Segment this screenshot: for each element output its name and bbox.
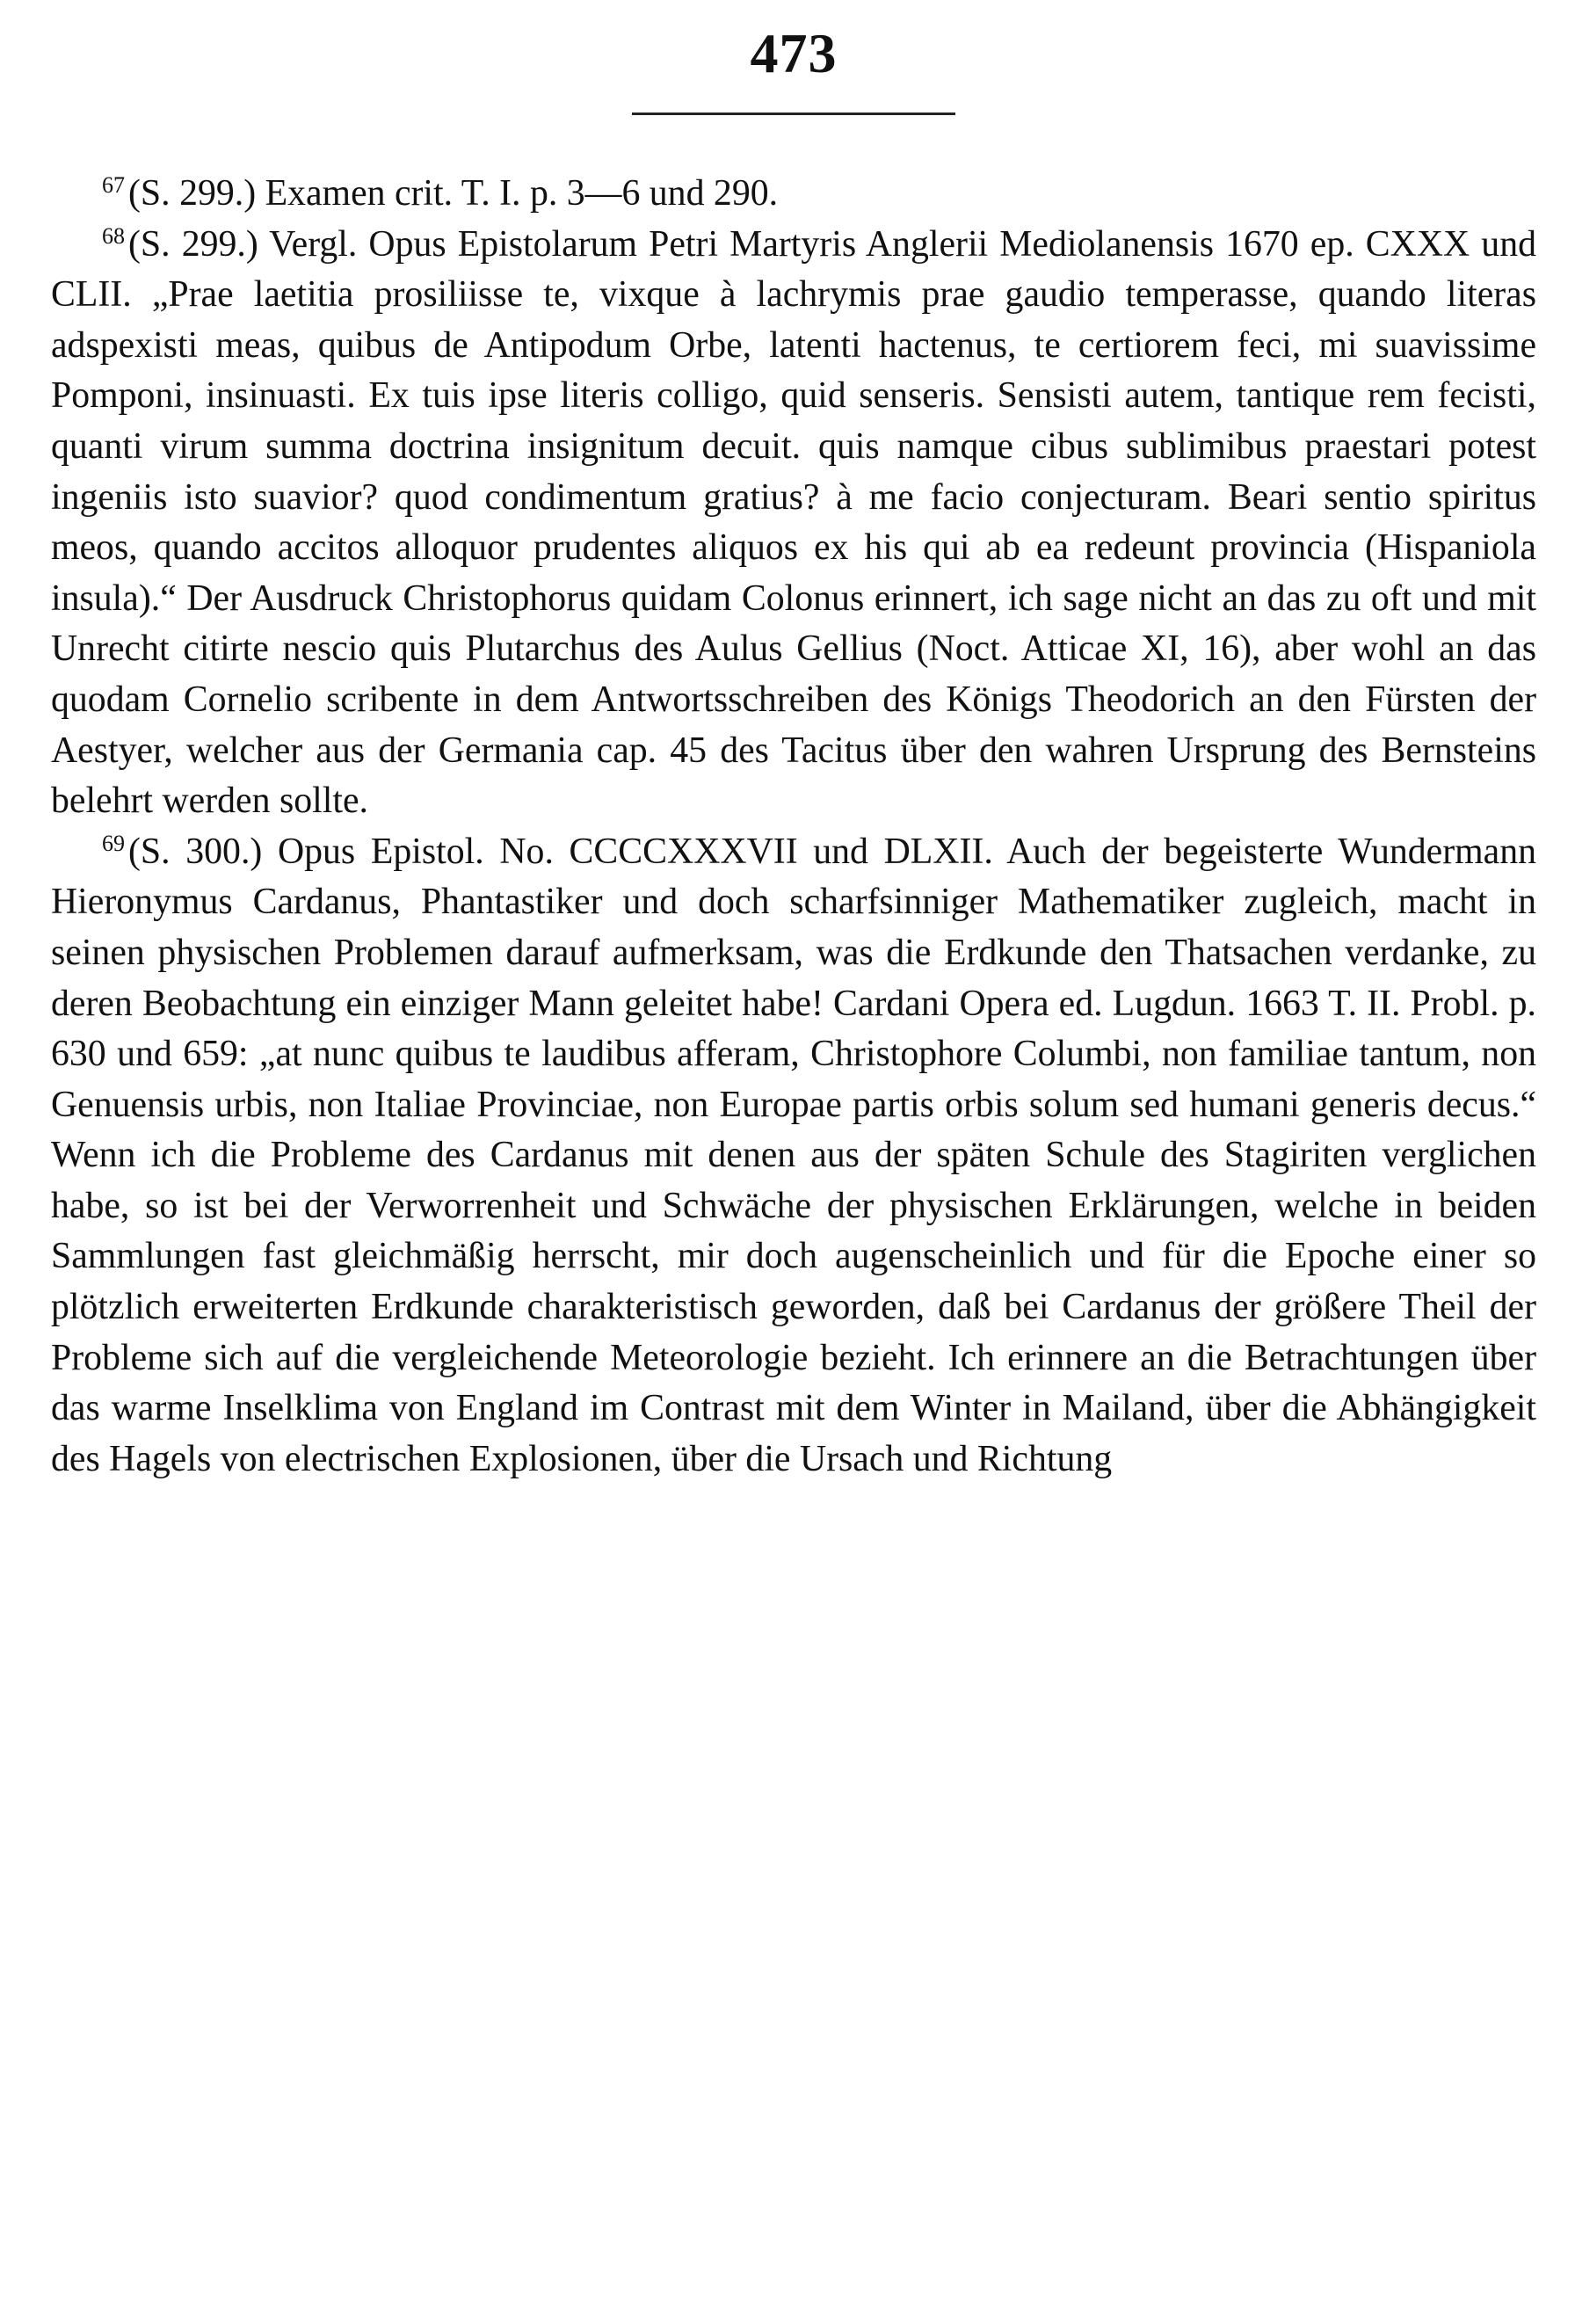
header-rule: [632, 113, 955, 115]
footnote-text: (S. 299.) Examen crit. T. I. p. 3—6 und 290.: [128, 173, 779, 214]
book-page: [51, 0, 1536, 2324]
footnotes: [51, 169, 1536, 1485]
footnote-marker: 69: [102, 830, 125, 856]
footnote-text: (S. 299.) Vergl. Opus Epistolarum Petri Martyris Anglerii Mediolanensis 1670 ep. CXXX und CLII. „Prae laetitia prosiliisse te, vixque à lachrymis prae gaudio temperasse, quando literas adspexisti meas, quibus de Antipodum Orbe, latenti hactenus, te certiorem feci, mi suavissime Pomponi, insinuasti. Ex tuis ipse literis colligo, quid senseris. Sensisti autem, tantique rem fecisti, quanti virum summa doctrina insignitum decuit. quis namque cibus sublimibus praestari potest ingeniis isto suavior? quod condimentum gratius? à me facio conjecturam. Beari sentio spiritus meos, quando accitos alloquor prudentes aliquos ex his qui ab ea redeunt provincia (Hispaniola insula).“ Der Ausdruck Christophorus quidam Colonus erinnert, ich sage nicht an das zu oft und mit Unrecht citirte nescio quis Plutarchus des Aulus Gellius (Noct. Atticae XI, 16), aber wohl an das quodam Cornelio scribente in dem Antwortsschreiben des Königs Theodorich an den Fürsten der Aestyer, welcher aus der Germania cap. 45 des Tacitus über den wahren Ursprung des Bernsteins belehrt werden sollte.: [51, 223, 1536, 822]
footnote-marker: 68: [102, 222, 125, 249]
footnote-69: [51, 827, 1536, 1485]
page-number: 473: [750, 22, 838, 84]
footnote-marker: 67: [102, 172, 125, 198]
footnote-67: [51, 169, 1536, 220]
footnote-68: [51, 220, 1536, 827]
footnote-text: (S. 300.) Opus Epistol. No. CCCCXXXVII und DLXII. Auch der begeisterte Wundermann Hieronymus Cardanus, Phantastiker und doch scharfsinniger Mathematiker zugleich, macht in seinen physischen Problemen darauf aufmerksam, was die Erdkunde den Thatsachen verdanke, zu deren Beobachtung ein einziger Mann geleitet habe! Cardani Opera ed. Lugdun. 1663 T. II. Probl. p. 630 und 659: „at nunc quibus te laudibus afferam, Christophore Columbi, non familiae tantum, non Genuensis urbis, non Italiae Provinciae, non Europae partis orbis solum sed humani generis decus.“ Wenn ich die Probleme des Cardanus mit denen aus der späten Schule des Stagiriten verglichen habe, so ist bei der Verworrenheit und Schwäche der physischen Erklärungen, welche in beiden Sammlungen fast gleichmäßig herrscht, mir doch augenscheinlich und für die Epoche einer so plötzlich erweiterten Erdkunde charakteristisch geworden, daß bei Cardanus der größere Theil der Probleme sich auf die vergleichende Meteorologie bezieht. Ich erinnere an die Betrachtungen über das warme Inselklima von England im Contrast mit dem Winter in Mailand, über die Abhängigkeit des Hagels von electrischen Explosionen, über die Ursach und Richtung: [51, 831, 1536, 1479]
